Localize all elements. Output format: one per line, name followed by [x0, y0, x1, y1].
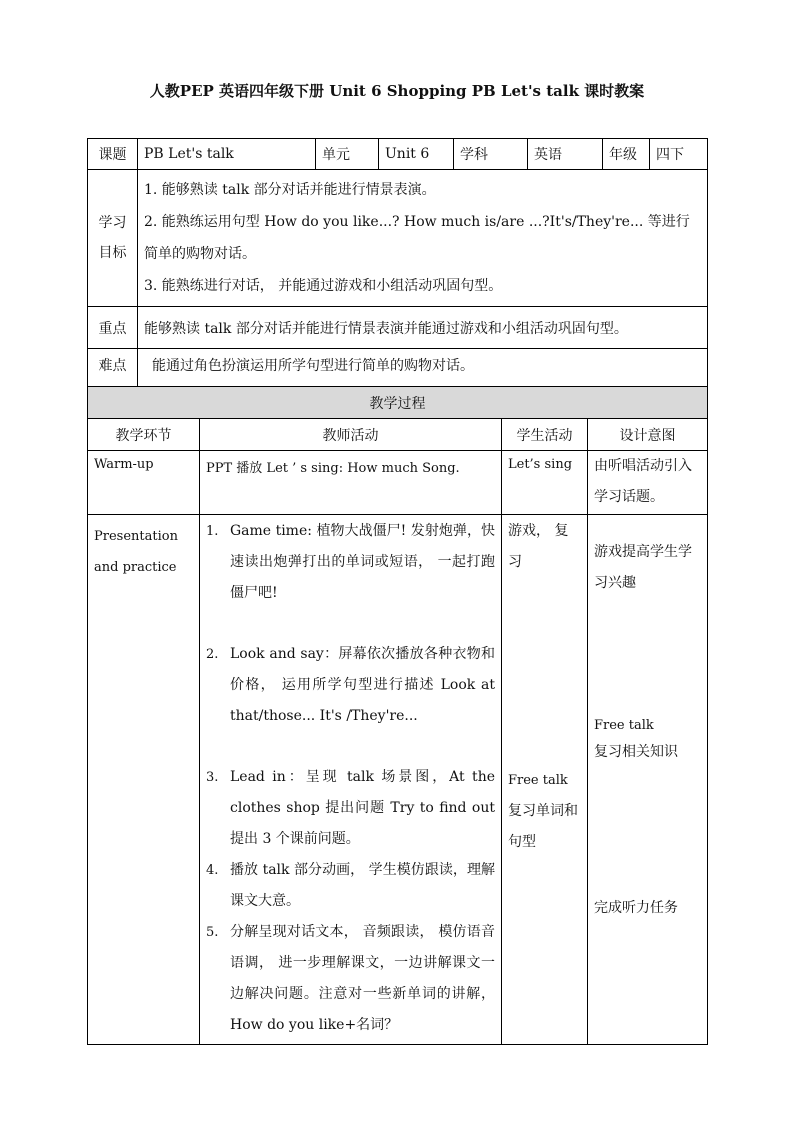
step-text: Game time: 植物大战僵尸! 发射炮弹，快速读出炮弹打出的单词或短语， 一起打跑僵尸吧!	[230, 523, 495, 601]
step-text: Look and say：屏幕依次播放各种衣物和价格， 运用所学句型进行描述 Look at that/those... It's /They're...	[230, 646, 495, 724]
step-item	[206, 762, 495, 855]
step-item	[206, 855, 495, 917]
step-item	[206, 639, 495, 732]
key-label: 重点	[88, 307, 138, 349]
grade-label: 年级	[603, 139, 650, 170]
intent-2-text: 复习相关知识	[594, 744, 678, 760]
unit-value: Unit 6	[379, 139, 454, 170]
step-item	[206, 917, 495, 1041]
goal-item: 2. 能熟练运用句型 How do you like...? How much is/are ...?It's/They're... 等进行简单的购物对话。	[144, 214, 690, 262]
warmup-teacher: PPT 播放 Let ’ s sing: How much Song.	[200, 451, 502, 515]
step-text: 播放 talk 部分动画， 学生模仿跟读，理解课文大意。	[230, 862, 495, 909]
student-activity-2-title: Free talk	[508, 773, 568, 788]
step-number: 3.	[206, 770, 219, 785]
warmup-intent: 由听唱活动引入学习话题。	[588, 451, 708, 515]
step-number: 4.	[206, 863, 219, 878]
goal-item: 1. 能够熟读 talk 部分对话并能进行情景表演。	[144, 182, 436, 198]
student-activity-2-text: 复习单词和句型	[508, 803, 578, 850]
difficulty-label: 难点	[88, 349, 138, 395]
subject-label: 学科	[454, 139, 528, 170]
step-text: 分解呈现对话文本， 音频跟读， 模仿语音语调， 进一步理解课文，一边讲解课文一边解决问题。注意对一些新单词的讲解，How do you like+名词？	[230, 924, 495, 1033]
warmup-stage: Warm-up	[88, 451, 200, 515]
difficulty-value: 能通过角色扮演运用所学句型进行简单的购物对话。	[138, 349, 708, 395]
goals-content	[138, 170, 708, 307]
teaching-process-table	[87, 386, 708, 1045]
presentation-intent	[588, 515, 708, 1045]
process-section-title: 教学过程	[88, 387, 708, 419]
step-number: 2.	[206, 647, 219, 662]
presentation-stage-line2: and practice	[94, 560, 177, 575]
key-value: 能够熟读 talk 部分对话并能进行情景表演并能通过游戏和小组活动巩固句型。	[138, 307, 708, 349]
header-stage: 教学环节	[88, 419, 200, 451]
header-student: 学生活动	[502, 419, 588, 451]
header-teacher: 教师活动	[200, 419, 502, 451]
topic-label: 课题	[88, 139, 138, 170]
header-intent: 设计意图	[588, 419, 708, 451]
intent-1: 游戏提高学生学习兴趣	[594, 544, 692, 591]
intent-3: 完成听力任务	[594, 900, 678, 916]
step-number: 5.	[206, 925, 219, 940]
presentation-stage	[88, 515, 200, 1045]
goal-item: 3. 能熟练进行对话， 并能通过游戏和小组活动巩固句型。	[144, 278, 503, 294]
unit-label: 单元	[316, 139, 379, 170]
presentation-stage-line1: Presentation	[94, 529, 178, 544]
goals-label	[88, 170, 138, 307]
presentation-student	[502, 515, 588, 1045]
subject-value: 英语	[528, 139, 603, 170]
goals-label-line1: 学习	[98, 215, 127, 231]
step-number: 1.	[206, 524, 219, 539]
step-item	[206, 516, 495, 609]
goals-label-line2: 目标	[98, 245, 127, 261]
grade-value: 四下	[650, 139, 708, 170]
intent-2-title: Free talk	[594, 718, 654, 733]
student-activity-1: 游戏， 复习	[508, 523, 569, 570]
warmup-student: Let’s sing	[502, 451, 588, 515]
page-title: 人教PEP 英语四年级下册 Unit 6 Shopping PB Let's talk 课时教案	[149, 82, 645, 100]
topic-value: PB Let's talk	[138, 139, 316, 170]
lesson-info-table	[87, 138, 708, 395]
presentation-teacher	[200, 515, 502, 1045]
step-text: Lead in：呈现 talk 场景图，At the clothes shop 提出问题 Try to find out提出 3 个课前问题。	[230, 769, 495, 847]
